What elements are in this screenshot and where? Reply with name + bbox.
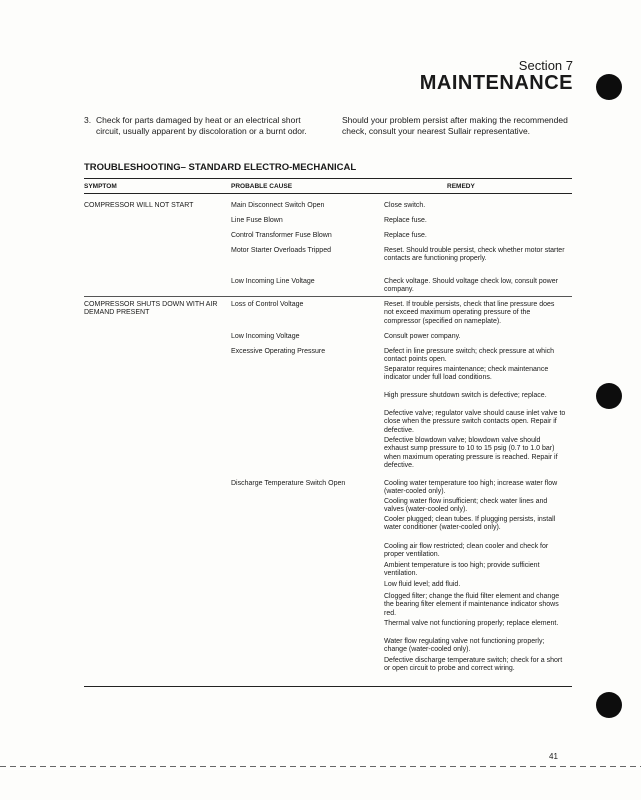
remedy-cell: Defective discharge temperature switch; check for a short or open circuit to probe and correct wiring. — [384, 657, 563, 673]
cause-cell: Low Incoming Voltage — [231, 333, 300, 340]
remedy-cell: Defective valve; regulator valve should cause inlet valve to close when the pressure switch contacts open. Repair if defective. — [384, 410, 566, 434]
table-header-rule — [84, 193, 572, 194]
symptom-cell: COMPRESSOR SHUTS DOWN WITH AIR DEMAND PRESENT — [84, 301, 218, 317]
section-label: Section 7 — [518, 58, 573, 73]
cause-cell: Discharge Temperature Switch Open — [231, 480, 346, 487]
cause-cell: Motor Starter Overloads Tripped — [231, 247, 331, 254]
binder-hole — [596, 692, 622, 718]
cause-cell: Control Transformer Fuse Blown — [231, 232, 332, 239]
remedy-cell: Defective blowdown valve; blowdown valve should exhaust sump pressure to 10 to 15 psig (0.7 to 1.0 bar) when maximum operating pressure is reached. Repair if defective. — [384, 437, 558, 470]
remedy-cell: Defect in line pressure switch; check pressure at which contact points open. — [384, 348, 555, 364]
remedy-cell: Reset. Should trouble persist, check whether motor starter contacts are functioning properly. — [384, 247, 565, 263]
remedy-cell: High pressure shutdown switch is defective; replace. — [384, 392, 547, 399]
remedy-cell: Cooling water temperature too high; increase water flow (water-cooled only). — [384, 480, 558, 496]
symptom-cell: COMPRESSOR WILL NOT START — [84, 202, 194, 209]
remedy-cell: Reset. If trouble persists, check that line pressure does not exceed maximum operating pressure of the compressor (specified on nameplate). — [384, 301, 555, 325]
binder-hole — [596, 383, 622, 409]
section-title: MAINTENANCE — [419, 72, 573, 94]
intro-step-3 — [84, 115, 324, 136]
intro-step-text: Check for parts damaged by heat or an electrical short circuit, usually apparent by discoloration or a burnt odor. — [96, 115, 307, 136]
remedy-cell: Water flow regulating valve not functioning properly; change (water-cooled only). — [384, 638, 545, 654]
intro-step-number: 3. — [84, 115, 92, 125]
symptom-divider — [84, 296, 572, 297]
cause-cell: Loss of Control Voltage — [231, 301, 304, 308]
cause-cell: Main Disconnect Switch Open — [231, 202, 325, 209]
page-number: 41 — [549, 752, 558, 761]
remedy-cell: Consult power company. — [384, 333, 461, 340]
remedy-cell: Cooler plugged; clean tubes. If plugging persists, install water conditioner (water-cooled only). — [384, 516, 556, 532]
header-remedy: REMEDY — [447, 183, 475, 190]
remedy-cell: Separator requires maintenance; check maintenance indicator under full load conditions. — [384, 366, 549, 382]
intro-consult-text: Should your problem persist after making the recommended check, consult your nearest Sullair representative. — [342, 115, 568, 136]
binder-hole — [596, 74, 622, 100]
remedy-cell: Clogged filter; change the fluid filter element and change the bearing filter element if maintenance indicator shows red. — [384, 593, 560, 617]
cause-cell: Line Fuse Blown — [231, 217, 283, 224]
cause-cell: Low Incoming Line Voltage — [231, 278, 315, 285]
table-title: TROUBLESHOOTING– STANDARD ELECTRO-MECHANICAL — [84, 162, 357, 173]
remedy-cell: Check voltage. Should voltage check low, consult power company. — [384, 278, 558, 294]
remedy-cell: Cooling water flow insufficient; check water lines and valves (water-cooled only). — [384, 498, 548, 514]
remedy-cell: Thermal valve not functioning properly; replace element. — [384, 620, 559, 627]
table-top-rule — [84, 178, 572, 179]
remedy-cell: Ambient temperature is too high; provide sufficient ventilation. — [384, 562, 540, 578]
header-symptom: SYMPTOM — [84, 183, 117, 190]
remedy-cell: Low fluid level; add fluid. — [384, 581, 461, 588]
remedy-cell: Cooling air flow restricted; clean cooler and check for proper ventilation. — [384, 543, 549, 559]
table-bottom-rule — [84, 686, 572, 687]
remedy-cell: Replace fuse. — [384, 217, 427, 224]
header-probable-cause: PROBABLE CAUSE — [231, 183, 293, 190]
cause-cell: Excessive Operating Pressure — [231, 348, 326, 355]
scan-edge-line — [0, 766, 641, 767]
remedy-cell: Close switch. — [384, 202, 426, 209]
remedy-cell: Replace fuse. — [384, 232, 427, 239]
